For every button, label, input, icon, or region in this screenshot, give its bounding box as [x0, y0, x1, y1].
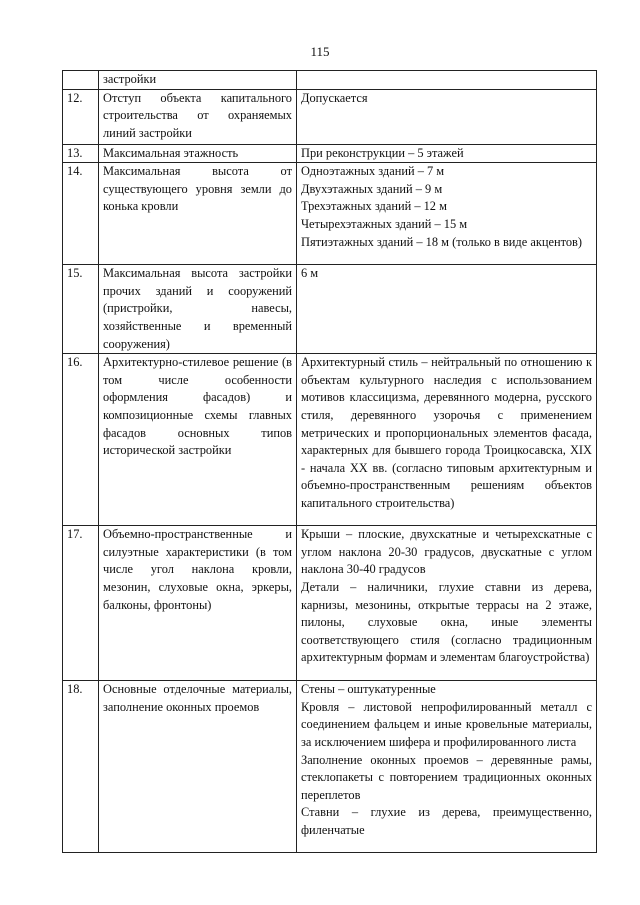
requirements-table: [62, 70, 597, 853]
row-value: Стены – оштукатуренные Кровля – листовой непрофилированный металл с соединением фальцем и иные кровельные материалы, за исключением шифера и профилированного листа Заполнение оконных проемов – деревянные рамы, стеклопакеты с повторением традиционных оконных переплетов Ставни – глухие из дерева, преимущественно, филенчатые: [297, 681, 597, 853]
row-number: [63, 71, 99, 90]
row-parameter: Объемно-пространственные и силуэтные характеристики (в том числе угол наклона кровли, мезонин, слуховые окна, эркеры, балконы, фронтоны): [99, 526, 297, 681]
table-row: [63, 163, 597, 265]
table-row: [63, 144, 597, 163]
row-value: Допускается: [297, 89, 597, 144]
row-number: 17.: [63, 526, 99, 681]
row-value: Архитектурный стиль – нейтральный по отношению к объектам культурного наследия с использованием мотивов классицизма, деревянного модерна, русского стиля, деревянного узорочья с применением метрических и пропорциональных элементов фасада, характерных для бывшего города Троицкосавска, XIX - начала XX вв. (согласно типовым архитектурным и объемно-пространственным решениям объектов капитального строительства): [297, 354, 597, 526]
row-parameter: Максимальная высота от существующего уровня земли до конька кровли: [99, 163, 297, 265]
row-number: 14.: [63, 163, 99, 265]
row-parameter: Максимальная высота застройки прочих зданий и сооружений (пристройки, навесы, хозяйственные и временный сооружения): [99, 265, 297, 354]
row-value: Одноэтажных зданий – 7 м Двухэтажных зданий – 9 м Трехэтажных зданий – 12 м Четырехэтажных зданий – 15 м Пятиэтажных зданий – 18 м (только в виде акцентов): [297, 163, 597, 265]
row-number: 12.: [63, 89, 99, 144]
row-value: Крыши – плоские, двухскатные и четырехскатные с углом наклона 20-30 градусов, двускатные с углом наклона 30-40 градусов Детали – наличники, глухие ставни из дерева, карнизы, мезонины, открытые террасы на 2 этаже, пилоны, слуховые окна, иные элементы соответствующего стиля (согласно традиционным архитектурным формам и элементам благоустройства): [297, 526, 597, 681]
table-row: [63, 71, 597, 90]
page-number: 115: [310, 44, 330, 59]
row-number: 18.: [63, 681, 99, 853]
row-parameter: Отступ объекта капитального строительства от охраняемых линий застройки: [99, 89, 297, 144]
table-row: [63, 265, 597, 354]
table-row: [63, 526, 597, 681]
row-value: При реконструкции – 5 этажей: [297, 144, 597, 163]
table-row: [63, 681, 597, 853]
table-row: [63, 354, 597, 526]
row-number: 16.: [63, 354, 99, 526]
row-parameter: застройки: [99, 71, 297, 90]
row-parameter: Архитектурно-стилевое решение (в том числе особенности оформления фасадов) и композиционные схемы главных фасадов основных типов исторической застройки: [99, 354, 297, 526]
row-parameter: Максимальная этажность: [99, 144, 297, 163]
table-row: [63, 89, 597, 144]
row-number: 13.: [63, 144, 99, 163]
row-value: 6 м: [297, 265, 597, 354]
row-value: [297, 71, 597, 90]
row-number: 15.: [63, 265, 99, 354]
row-parameter: Основные отделочные материалы, заполнение оконных проемов: [99, 681, 297, 853]
